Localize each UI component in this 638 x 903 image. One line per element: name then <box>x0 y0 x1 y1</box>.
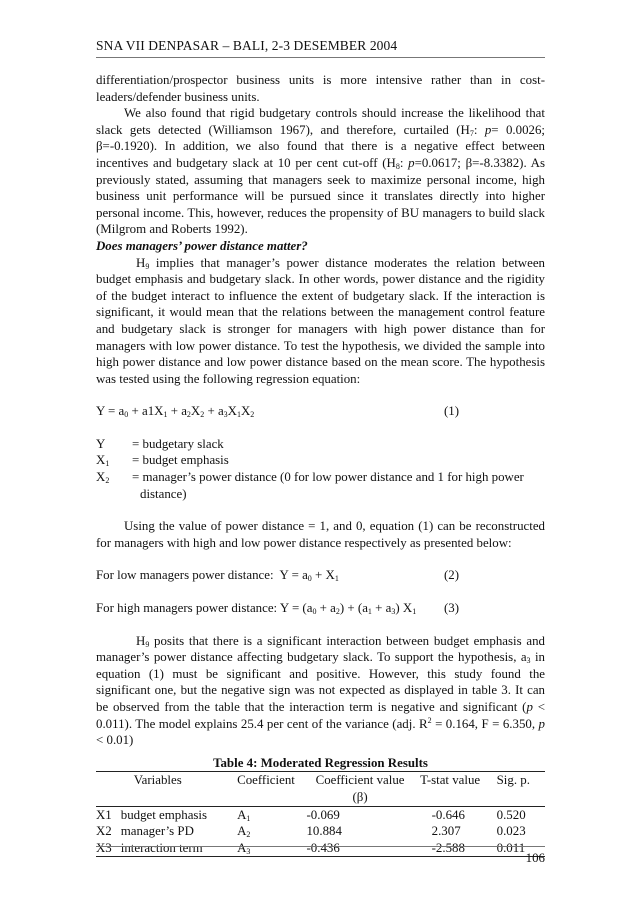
paragraph-1: differentiation/prospector business units is more intensive rather than in cost-leaders/defender business units. <box>96 73 545 104</box>
header-sig: Sig. p. <box>487 772 545 789</box>
paragraph-4: Using the value of power distance = 1, and 0, equation (1) can be reconstructed for managers with high and low power distance respectively as presented below: <box>96 519 545 550</box>
equation-3: For high managers power distance: $Y = (a_0 + a_2) + (a_1 + a_3)$ $X_1$ (3) <box>96 601 460 617</box>
table-row: X3 interaction term $A_3$ -0.436 -2.588 0.011 <box>96 840 545 857</box>
table-title: Table 4: Moderated Regression Results <box>213 755 428 770</box>
running-header: SNA VII DENPASAR – BALI, 2-3 DESEMBER 2004 <box>96 38 398 53</box>
header-variables: Variables <box>121 772 237 789</box>
page-number: 106 <box>525 851 545 865</box>
header-coefficient-value: Coefficient value <box>306 772 413 789</box>
equation-1-formula: $Y = a_0 + a1X_1 + a_2X_2 + a_3X_1X_2$ <box>96 404 255 420</box>
table-header-row-2 <box>96 789 545 806</box>
paragraph-5: $H_9$ posits that there is a significant interaction between budget emphasis and manager’s power distance affecting budgetary slack. To support the hypothesis, $a_3$ in equation (1) must be significant and positive. However, this study found the significant one, but the negative sign was not expected as displayed in table 3. It can be observed from the table that the interaction term is negative and significant (p < 0.011). The model explains 25.4 per cent of the variance (adj. $R^2 = 0.164$, F = 6.350, p < 0.01) <box>96 633 545 748</box>
definition-x1: $X_1$ = budget emphasis <box>96 453 229 469</box>
table-row: X2 manager’s PD $A_2$ 10.884 2.307 0.023 <box>96 824 526 840</box>
paragraph-2: We also found that rigid budgetary controls should increase the likelihood that slack gets detected (Williamson 1967), and therefore, curtailed ($H_7$: p= 0.0026; β=-0.1920). In addition, we also found that there is a negative effect between incentives and budgetary slack at 10 per cent cut-off ($H_8$: p=0.0617; β=-8.3382). As previously stated, assuming that managers seek to maximize personal income, high business unit performance will be pursued since it translates directly into higher personal income. This, however, reduces the propensity of BU managers to build slack (Milgrom and Roberts 1992). <box>96 106 545 237</box>
definition-y: Y = budgetary slack <box>96 436 224 451</box>
definition-x2-continued: distance) <box>140 486 187 501</box>
definition-x2: $X_2$ = manager’s power distance (0 for low power distance and 1 for high power <box>96 470 524 486</box>
footer-rule <box>96 846 545 847</box>
equation-1-number: (1) <box>444 404 460 419</box>
page-body <box>96 72 545 857</box>
table-header-row <box>96 772 545 789</box>
header-coefficient: Coefficient <box>237 772 306 789</box>
equation-2: For low managers power distance: $Y = a_0 + X_1$ (2) <box>96 568 460 584</box>
header-rule <box>96 57 545 58</box>
regression-table <box>96 771 545 857</box>
section-heading: Does managers’ power distance matter? <box>96 238 308 253</box>
equation-2-number: (2) <box>444 568 460 583</box>
header-t-stat: T-stat value <box>414 772 487 789</box>
equation-1 <box>96 403 545 420</box>
equation-3-number: (3) <box>444 601 460 616</box>
paragraph-3: $H_9$ implies that manager’s power distance moderates the relation between budget emphasis and budgetary slack. In other words, power distance and the rigidity of the budget interact to influence the extent of budgetary slack. If the interaction is significant, it would mean that the relations between the management control feature and budgetary slack is stronger for managers with high power distance than for managers with low power distance. To test the hypothesis, we divided the sample into high power distance and low power distance based on the mean score. The hypothesis was tested using the following regression equation: <box>96 255 545 386</box>
table-row: X1 budget emphasis $A_1$ -0.069 -0.646 0.520 <box>96 807 526 823</box>
header-beta: (β) <box>306 789 413 806</box>
